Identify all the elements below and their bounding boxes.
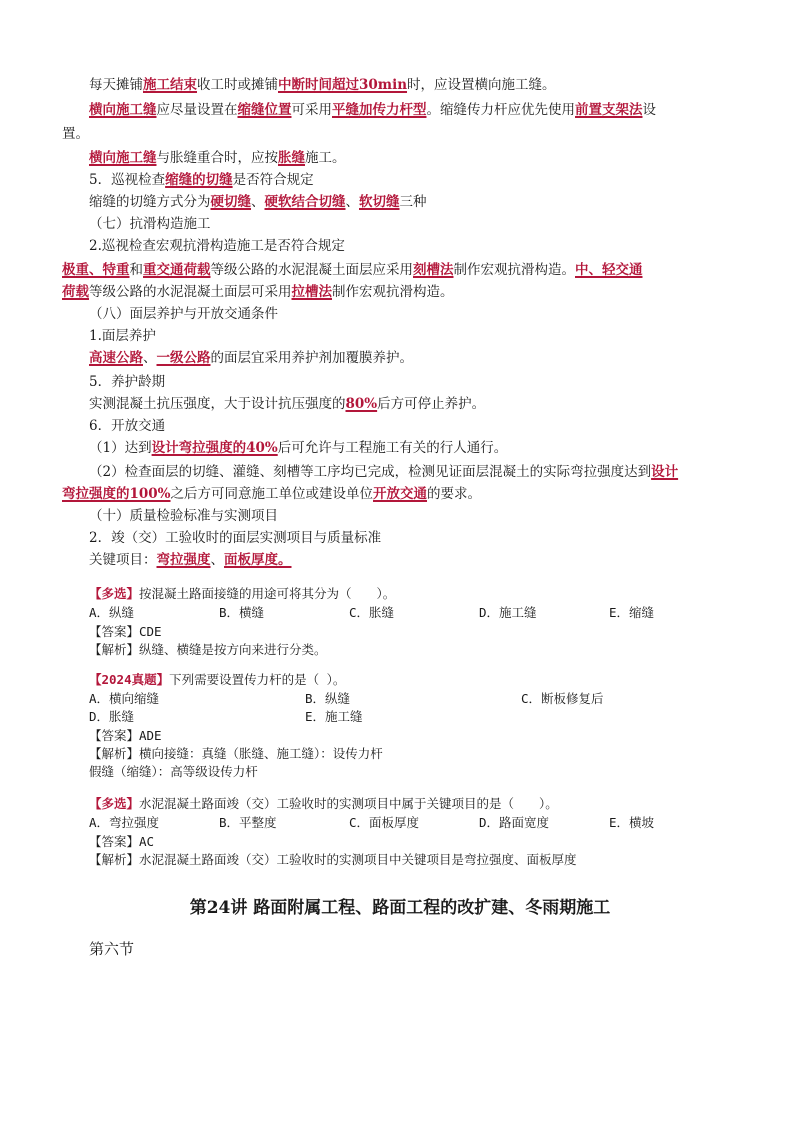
keyword: 弯拉强度 — [156, 552, 211, 568]
option[interactable]: D．施工缝 — [479, 605, 537, 620]
option[interactable]: E．缩缝 — [609, 605, 655, 620]
keyword: 横向施工缝 — [89, 150, 157, 166]
keyword: 施工结束 — [143, 77, 197, 93]
keyword: 极重、特重 — [62, 262, 130, 278]
paragraph-open-traffic-2-cont: 弯拉强度的100%之后方可同意施工单位或建设单位开放交通的要求。 — [62, 486, 482, 502]
keyword: 硬软结合切缝 — [264, 194, 346, 210]
keyword: 硬切缝 — [210, 194, 251, 210]
keyword: 一级公路 — [156, 350, 211, 366]
keyword: 软切缝 — [359, 194, 400, 210]
keyword: 缩缝位置 — [237, 102, 292, 118]
analysis: 【解析】水泥混凝土路面竣（交）工验收时的实测项目中关键项目是弯拉强度、面板厚度 — [89, 852, 577, 867]
option[interactable]: B．平整度 — [219, 815, 277, 830]
heading-inspect-anti-skid: 2.巡视检查宏观抗滑构造施工是否符合规定 — [89, 238, 345, 254]
option[interactable]: C．断板修复后 — [521, 691, 604, 706]
keyword: 设计弯拉强度的40% — [151, 440, 278, 456]
keyword: 拉槽法 — [291, 284, 332, 300]
option[interactable]: B．横缝 — [219, 605, 265, 620]
paragraph-expansion-joint: 横向施工缝与胀缝重合时，应按胀缝施工。 — [89, 150, 346, 166]
heading-anti-skid: （七）抗滑构造施工 — [89, 216, 211, 232]
keyword: 80% — [345, 396, 378, 412]
option[interactable]: C．面板厚度 — [349, 815, 420, 830]
question-stem: 下列需要设置传力杆的是（ ）。 — [169, 672, 346, 687]
paragraph-cut-methods: 缩缝的切缝方式分为硬切缝、硬软结合切缝、软切缝三种 — [89, 194, 427, 210]
keyword: 开放交通 — [373, 486, 428, 502]
keyword: 弯拉强度的100% — [62, 486, 171, 502]
keyword: 中、轻交通 — [575, 262, 643, 278]
answer: 【答案】ADE — [89, 728, 162, 743]
section-heading: 第六节 — [89, 940, 135, 958]
keyword: 重交通荷载 — [143, 262, 211, 278]
question-stem: 按混凝土路面接缝的用途可将其分为（ ）。 — [139, 586, 396, 601]
paragraph-curing-age: 实测混凝土抗压强度，大于设计抗压强度的80%后方可停止养护。 — [89, 396, 486, 412]
question-tag: 【2024真题】 — [89, 672, 170, 687]
keyword: 横向施工缝 — [89, 102, 157, 118]
heading-quality: （十）质量检验标准与实测项目 — [89, 508, 278, 524]
heading-surface-curing: 1.面层养护 — [89, 328, 156, 344]
heading-completion-items: 2．竣（交）工验收时的面层实测项目与质量标准 — [89, 530, 382, 546]
option[interactable]: D．路面宽度 — [479, 815, 550, 830]
paragraph-cross-joint-timing: 每天摊铺施工结束收工时或摊铺中断时间超过30min时，应设置横向施工缝。 — [89, 77, 556, 93]
paragraph-cross-joint-position: 横向施工缝应尽量设置在缩缝位置可采用平缝加传力杆型。缩缝传力杆应优先使用前置支架法设 — [89, 102, 656, 118]
answer: 【答案】AC — [89, 834, 155, 849]
paragraph-open-traffic-1: （1）达到设计弯拉强度的40%后可允许与工程施工有关的行人通行。 — [89, 440, 508, 456]
keyword: 平缝加传力杆型 — [332, 102, 427, 118]
lecture-title: 第24讲 路面附属工程、路面工程的改扩建、冬雨期施工 — [189, 898, 611, 918]
analysis: 【解析】纵缝、横缝是按方向来进行分类。 — [89, 642, 327, 657]
heading-open-traffic: 6．开放交通 — [89, 418, 166, 434]
keyword: 面板厚度。 — [224, 552, 292, 568]
option[interactable]: E．施工缝 — [305, 709, 363, 724]
option[interactable]: B．纵缝 — [305, 691, 351, 706]
keyword: 缩缝的切缝 — [165, 172, 233, 188]
heading-curing: （八）面层养护与开放交通条件 — [89, 306, 278, 322]
keyword: 前置支架法 — [575, 102, 643, 118]
question-tag: 【多选】 — [89, 796, 140, 811]
keyword: 设计 — [651, 464, 679, 480]
answer: 【答案】CDE — [89, 624, 162, 639]
option[interactable]: A．弯拉强度 — [89, 815, 160, 830]
analysis: 假缝（缩缝）：高等级设传力杆 — [89, 764, 258, 779]
question-stem: 水泥混凝土路面竣（交）工验收时的实测项目中属于关键项目的是（ ）。 — [139, 796, 558, 811]
keyword: 荷载 — [62, 284, 89, 300]
paragraph-open-traffic-2: （2）检查面层的切缝、灌缝、刻槽等工序均已完成，检测见证面层混凝土的实际弯拉强度达到设计 — [89, 464, 679, 480]
question-tag: 【多选】 — [89, 586, 140, 601]
keyword: 胀缝 — [278, 150, 305, 166]
paragraph-continuation: 置。 — [62, 126, 89, 142]
option[interactable]: D．胀缝 — [89, 709, 135, 724]
keyword: 高速公路 — [89, 350, 143, 366]
paragraph-inspect-cut: 5．巡视检查缩缝的切缝是否符合规定 — [89, 172, 314, 188]
analysis: 【解析】横向接缝：真缝（胀缝、施工缝）：设传力杆 — [89, 746, 383, 761]
paragraph-key-items: 关键项目：弯拉强度、面板厚度。 — [89, 552, 292, 568]
heading-curing-age: 5．养护龄期 — [89, 374, 166, 390]
option[interactable]: A．纵缝 — [89, 605, 135, 620]
option[interactable]: E．横坡 — [609, 815, 655, 830]
keyword: 刻槽法 — [413, 262, 454, 278]
paragraph-curing-method: 高速公路、一级公路的面层宜采用养护剂加覆膜养护。 — [89, 350, 413, 366]
option[interactable]: A．横向缩缝 — [89, 691, 160, 706]
paragraph-groove-method-cont: 荷载等级公路的水泥混凝土面层可采用拉槽法制作宏观抗滑构造。 — [62, 284, 454, 300]
option[interactable]: C．胀缝 — [349, 605, 395, 620]
keyword: 中断时间超过30min — [278, 77, 408, 93]
paragraph-groove-method: 极重、特重和重交通荷载等级公路的水泥混凝土面层应采用刻槽法制作宏观抗滑构造。中、轻交通 — [62, 262, 643, 278]
